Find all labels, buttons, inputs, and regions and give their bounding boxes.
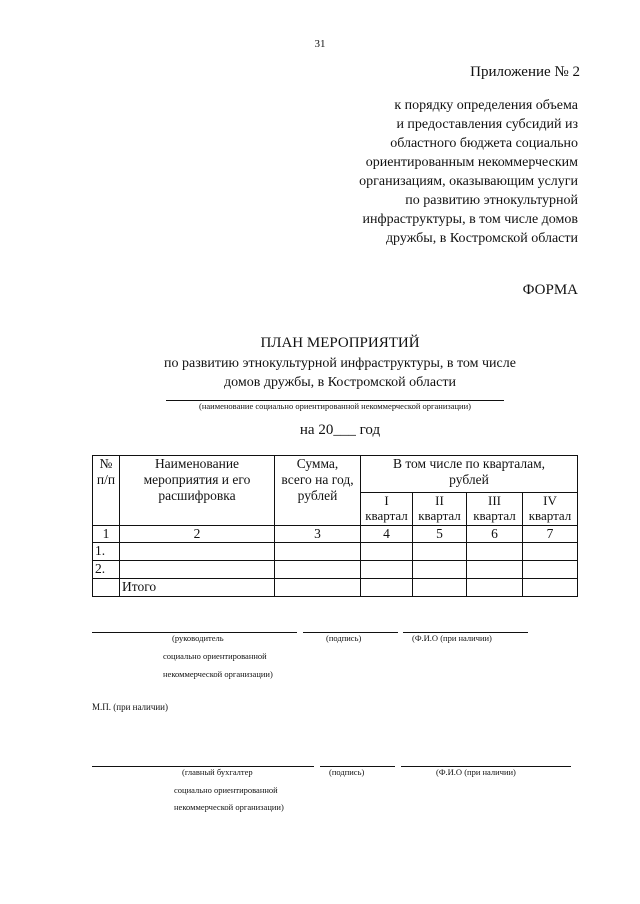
header-sum-line: всего на год, — [281, 472, 354, 487]
quarter-numeral: IV — [543, 493, 557, 508]
header-quarters-line: В том числе по кварталам, — [392, 456, 546, 471]
form-label: ФОРМА — [522, 282, 578, 298]
header-name-line: расшифровка — [158, 488, 236, 503]
org-name-caption: (наименование социально ориентированной некоммерческой организации) — [199, 401, 471, 411]
header-quarter-1 — [361, 493, 413, 526]
head-caption: (руководитель — [172, 633, 224, 643]
header-name-line: Наименование — [154, 456, 240, 471]
table-total-row — [93, 579, 578, 597]
header-number-line: № — [99, 456, 113, 471]
table-cell — [413, 579, 467, 597]
appendix-line: к порядку определения объема — [394, 98, 578, 113]
table-row — [93, 561, 578, 579]
accountant-caption: социально ориентированной — [174, 785, 278, 795]
row-number: 2. — [93, 561, 120, 579]
header-quarter-2 — [413, 493, 467, 526]
table-cell — [523, 579, 578, 597]
column-number: 2 — [120, 526, 275, 543]
plan-subtitle: по развитию этнокультурной инфраструктуры, в том числе — [164, 356, 516, 371]
column-number: 1 — [93, 526, 120, 543]
appendix-line: по развитию этнокультурной — [405, 193, 578, 208]
accountant-caption: (главный бухгалтер — [182, 767, 253, 777]
table-row — [93, 543, 578, 561]
plan-year: на 20___ год — [299, 422, 381, 438]
table-cell — [413, 543, 467, 561]
column-number: 4 — [361, 526, 413, 543]
head-fio-caption: (Ф.И.О (при наличии) — [412, 633, 492, 643]
quarter-numeral: II — [435, 493, 444, 508]
accountant-caption: некоммерческой организации) — [174, 802, 284, 812]
table-cell — [467, 561, 523, 579]
header-quarter-3 — [467, 493, 523, 526]
quarter-numeral: I — [384, 493, 389, 508]
table-cell — [93, 579, 120, 597]
plan-title: ПЛАН МЕРОПРИЯТИЙ — [260, 335, 420, 351]
table-cell — [523, 543, 578, 561]
column-number: 6 — [467, 526, 523, 543]
total-label: Итого — [120, 579, 275, 597]
header-quarters — [361, 456, 578, 493]
quarter-word: квартал — [528, 508, 572, 523]
header-number-line: п/п — [96, 472, 116, 487]
table-cell — [361, 579, 413, 597]
header-sum-line: Сумма, — [296, 456, 339, 471]
header-sum-line: рублей — [297, 488, 338, 503]
appendix-line: и предоставления субсидий из — [396, 117, 578, 132]
column-number: 7 — [523, 526, 578, 543]
table-cell — [467, 543, 523, 561]
appendix-title: Приложение № 2 — [470, 64, 580, 80]
table-cell — [361, 561, 413, 579]
header-sum — [275, 456, 361, 526]
column-number: 5 — [413, 526, 467, 543]
table-cell — [275, 579, 361, 597]
stamp-place: М.П. (при наличии) — [92, 702, 168, 712]
accountant-fio-caption: (Ф.И.О (при наличии) — [436, 767, 516, 777]
header-number — [93, 456, 120, 526]
row-number: 1. — [93, 543, 120, 561]
accountant-sign-caption: (подпись) — [329, 767, 365, 777]
quarter-word: квартал — [418, 508, 461, 523]
head-caption: социально ориентированной — [163, 651, 267, 661]
page-number: 31 — [314, 38, 326, 50]
header-name — [120, 456, 275, 526]
head-caption: некоммерческой организации) — [163, 669, 273, 679]
quarter-word: квартал — [473, 508, 516, 523]
table-cell — [120, 561, 275, 579]
quarter-numeral: III — [488, 493, 501, 508]
header-quarters-line: рублей — [449, 472, 489, 487]
table-cell — [361, 543, 413, 561]
plan-table — [92, 455, 578, 597]
appendix-line: областного бюджета социально — [390, 136, 578, 151]
header-name-line: мероприятия и его — [143, 472, 251, 487]
table-cell — [275, 543, 361, 561]
table-cell — [120, 543, 275, 561]
table-column-numbers-row — [93, 526, 578, 543]
appendix-line: дружбы, в Костромской области — [385, 231, 578, 246]
appendix-line: ориентированным некоммерческим — [365, 155, 578, 170]
header-quarter-4 — [523, 493, 578, 526]
table-header-row — [93, 456, 578, 493]
plan-subtitle: домов дружбы, в Костромской области — [224, 375, 456, 390]
appendix-line: инфраструктуры, в том числе домов — [362, 212, 578, 227]
table-cell — [523, 561, 578, 579]
column-number: 3 — [275, 526, 361, 543]
head-sign-caption: (подпись) — [326, 633, 362, 643]
table-cell — [275, 561, 361, 579]
quarter-word: квартал — [365, 508, 408, 523]
appendix-line: организациям, оказывающим услуги — [359, 174, 578, 189]
table-cell — [467, 579, 523, 597]
table-cell — [413, 561, 467, 579]
